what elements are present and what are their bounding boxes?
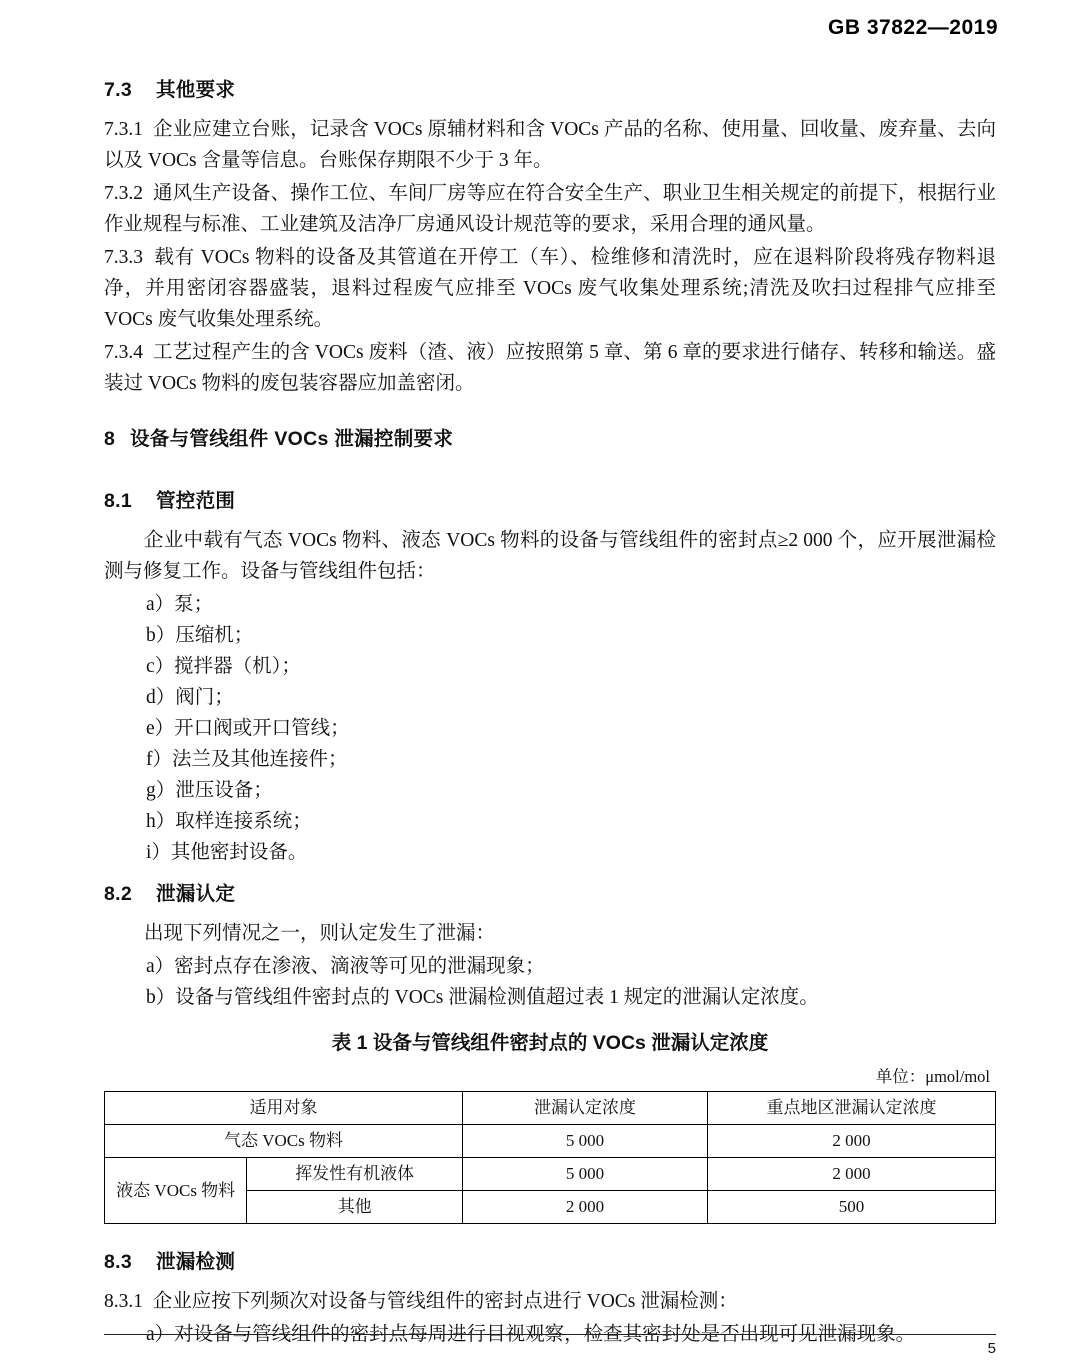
- paragraph-8-1-intro: 企业中载有气态 VOCs 物料、液态 VOCs 物料的设备与管线组件的密封点≥2 000 个，应开展泄漏检测与修复工作。设备与管线组件包括：: [104, 530, 996, 582]
- page-number: 5: [987, 1340, 996, 1357]
- table-cell-key-conc: 2 000: [708, 1158, 996, 1191]
- section-number: 8.2: [104, 883, 133, 905]
- paragraph-8-2-intro: 出现下列情况之一，则认定发生了泄漏：: [144, 923, 496, 944]
- list-item: a）密封点存在渗液、滴液等可见的泄漏现象；: [146, 956, 545, 977]
- section-title: 设备与管线组件 VOCs 泄漏控制要求: [130, 428, 454, 450]
- paragraph-label: 7.3.2: [104, 183, 143, 204]
- paragraph-label: 7.3.4: [104, 342, 143, 363]
- paragraph-label: 7.3.1: [104, 119, 143, 140]
- list-item: e）开口阀或开口管线；: [146, 718, 350, 739]
- paragraph-text: 载有 VOCs 物料的设备及其管道在开停工（车）、检维修和清洗时，应在退料阶段将残存物料退净，并用密闭容器盛装，退料过程废气应排至 VOCs 废气收集处理系统;清洗及吹扫过程排气应排至 VOCs 废气收集处理系统。: [104, 247, 997, 330]
- list-item: d）阀门；: [146, 687, 234, 708]
- section-title: 其他要求: [156, 79, 236, 101]
- list-item: g）泄压设备；: [146, 780, 273, 801]
- table-cell-conc: 5 000: [463, 1158, 708, 1191]
- section-number: 8.1: [104, 490, 133, 512]
- table-caption: 表 1 设备与管线组件密封点的 VOCs 泄漏认定浓度: [331, 1032, 769, 1054]
- table-cell-object: 液态 VOCs 物料: [105, 1158, 247, 1224]
- section-heading-8-3: [104, 1246, 996, 1274]
- table-row: [105, 1125, 996, 1158]
- list-item: c）搅拌器（机）；: [146, 656, 301, 677]
- list-item: b）设备与管线组件密封点的 VOCs 泄漏检测值超过表 1 规定的泄漏认定浓度。: [146, 987, 819, 1008]
- section-heading-7-3: [104, 74, 996, 102]
- section-heading-8: [104, 423, 996, 451]
- paragraph-text: 企业应按下列频次对设备与管线组件的密封点进行 VOCs 泄漏检测：: [152, 1291, 738, 1312]
- section-number: 8.3: [104, 1251, 133, 1273]
- list-item: a）泵；: [146, 594, 214, 615]
- paragraph-text: 通风生产设备、操作工位、车间厂房等应在符合安全生产、职业卫生相关规定的前提下，根据行业作业规程与标准、工业建筑及洁净厂房通风设计规范等的要求，采用合理的通风量。: [104, 183, 996, 235]
- paragraph-7-3-1: [104, 114, 996, 176]
- list-item: b）压缩机；: [146, 625, 254, 646]
- paragraph-text: 工艺过程产生的含 VOCs 废料（渣、液）应按照第 5 章、第 6 章的要求进行储存、转移和输送。盛装过 VOCs 物料的废包装容器应加盖密闭。: [104, 342, 997, 394]
- section-title: 管控范围: [156, 490, 236, 512]
- table-cell-conc: 2 000: [463, 1191, 708, 1224]
- paragraph-8-3-1: [104, 1286, 996, 1317]
- table-unit-note: 单位：μmol/mol: [875, 1067, 990, 1086]
- section-heading-8-1: [104, 485, 996, 513]
- paragraph-label: 7.3.3: [104, 247, 143, 268]
- table-cell-subobject: 挥发性有机液体: [247, 1158, 463, 1191]
- section-title: 泄漏认定: [156, 883, 236, 905]
- table-header-row: [105, 1092, 996, 1125]
- list-item: h）取样连接系统；: [146, 811, 312, 832]
- section-number: 8: [104, 428, 116, 450]
- paragraph-7-3-3: [104, 242, 996, 335]
- paragraph-label: 8.3.1: [104, 1291, 143, 1312]
- list-item: f）法兰及其他连接件；: [146, 749, 348, 770]
- table-header-cell: 适用对象: [105, 1092, 463, 1125]
- list-8-1-items: [104, 589, 996, 868]
- section-heading-8-2: [104, 878, 996, 906]
- paragraph-text: 企业应建立台账，记录含 VOCs 原辅材料和含 VOCs 产品的名称、使用量、回收量、废弃量、去向以及 VOCs 含量等信息。台账保存期限不少于 3 年。: [104, 119, 996, 171]
- paragraph-7-3-4: [104, 337, 996, 399]
- section-number: 7.3: [104, 79, 133, 101]
- list-item: a）对设备与管线组件的密封点每周进行目视观察，检查其密封处是否出现可见泄漏现象。: [146, 1324, 916, 1345]
- table-cell-subobject: 其他: [247, 1191, 463, 1224]
- page-header-standard-id: GB 37822—2019: [828, 16, 998, 39]
- table-cell-conc: 5 000: [463, 1125, 708, 1158]
- table-cell-key-conc: 500: [708, 1191, 996, 1224]
- list-item: i）其他密封设备。: [146, 842, 308, 863]
- table-header-cell: 泄漏认定浓度: [463, 1092, 708, 1125]
- table-header-cell: 重点地区泄漏认定浓度: [708, 1092, 996, 1125]
- page-content: [104, 74, 996, 1350]
- section-title: 泄漏检测: [156, 1251, 236, 1273]
- list-8-2-items: [104, 951, 996, 1013]
- table-cell-key-conc: 2 000: [708, 1125, 996, 1158]
- footer-divider: [104, 1334, 996, 1335]
- paragraph-7-3-2: [104, 178, 996, 240]
- table-cell-object: 气态 VOCs 物料: [105, 1125, 463, 1158]
- leak-concentration-table: [104, 1091, 996, 1224]
- table-row: [105, 1158, 996, 1191]
